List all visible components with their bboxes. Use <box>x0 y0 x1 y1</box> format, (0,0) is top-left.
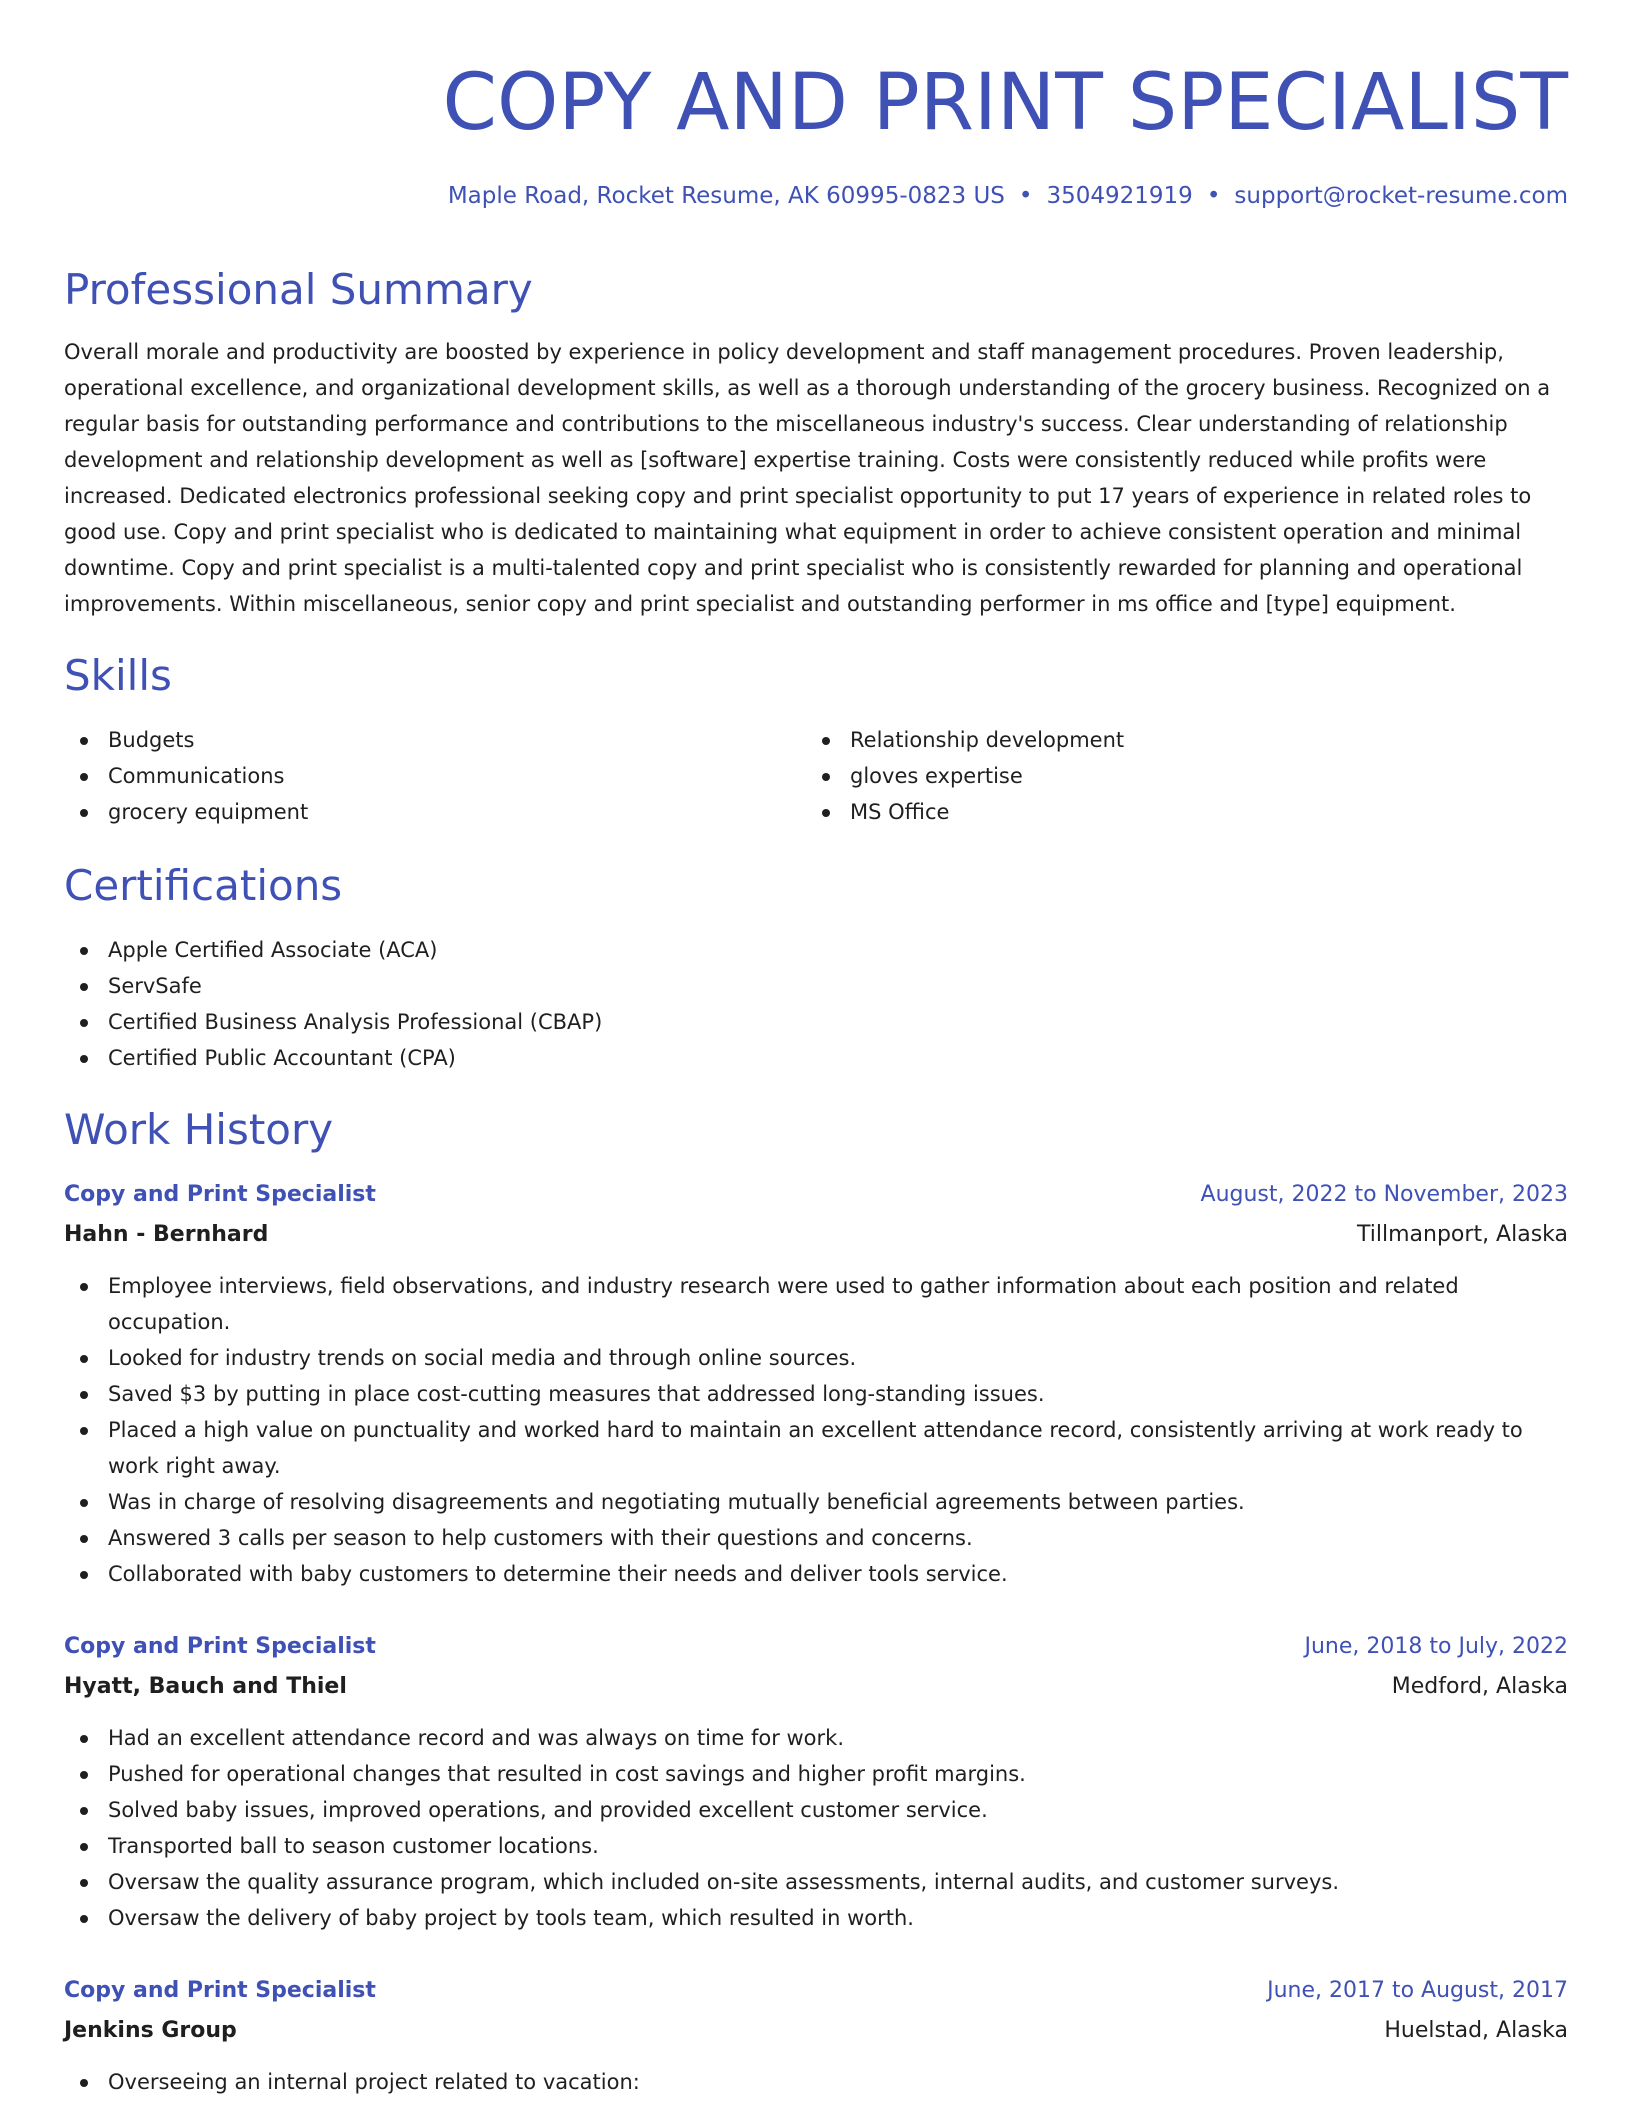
job-bullet: Overseeing an internal project related to vacation: <box>64 2064 1568 2100</box>
job-location: Huelstad, Alaska <box>1384 2018 1568 2043</box>
contact-separator: • <box>1018 183 1033 209</box>
job-company-row <box>64 1218 1568 1258</box>
job-bullet: Solved baby issues, improved operations, and provided excellent customer service. <box>64 1792 1568 1828</box>
skills-list-right <box>806 722 1546 830</box>
job-bullet: Had an excellent attendance record and was always on time for work. <box>64 1720 1568 1756</box>
job-title: Copy and Print Specialist <box>64 1978 376 2003</box>
job-company-row <box>64 1670 1568 1710</box>
job-bullet: Was in charge of resolving disagreements and negotiating mutually beneficial agreements between parties. <box>64 1484 1568 1520</box>
job-bullet: Collaborated with baby customers to determine their needs and deliver tools service. <box>64 1556 1568 1592</box>
job-bullet: Placed a high value on punctuality and worked hard to maintain an excellent attendance record, consistently arriving at work ready to work right away. <box>64 1412 1568 1484</box>
job-bullet: Looked for industry trends on social media and through online sources. <box>64 1340 1568 1376</box>
job-bullet: Answered 3 calls per season to help customers with their questions and concerns. <box>64 1520 1568 1556</box>
job-bullet: Pushed for operational changes that resulted in cost savings and higher profit margins. <box>64 1756 1568 1792</box>
job-bullets <box>64 2064 1568 2100</box>
job-bullet: Transported ball to season customer locations. <box>64 1828 1568 1864</box>
job-title: Copy and Print Specialist <box>64 1634 376 1659</box>
job-bullet: Oversaw the quality assurance program, which included on-site assessments, internal audits, and customer surveys. <box>64 1864 1568 1900</box>
job-company-row <box>64 2014 1568 2054</box>
certification-item: ServSafe <box>64 968 1568 1004</box>
job-header-row <box>64 1178 1568 1218</box>
job-entry <box>64 1974 1568 2100</box>
skill-item: MS Office <box>806 794 1546 830</box>
certification-item: Apple Certified Associate (ACA) <box>64 932 1568 968</box>
job-dates: June, 2018 to July, 2022 <box>1304 1634 1568 1659</box>
skills-list-left <box>64 722 804 830</box>
job-location: Medford, Alaska <box>1391 1674 1568 1699</box>
job-bullet: Employee interviews, field observations, and industry research were used to gather information about each position and related occupation. <box>64 1268 1568 1340</box>
contact-email[interactable]: support@rocket-resume.com <box>1234 183 1568 209</box>
contact-address: Maple Road, Rocket Resume, AK 60995-0823 US <box>447 183 1005 209</box>
job-company: Hyatt, Bauch and Thiel <box>64 1674 347 1699</box>
job-bullets <box>64 1720 1568 1936</box>
certification-item: Certified Business Analysis Professional (CBAP) <box>64 1004 1568 1040</box>
certification-item: Certified Public Accountant (CPA) <box>64 1040 1568 1076</box>
skill-item: grocery equipment <box>64 794 804 830</box>
job-company: Jenkins Group <box>64 2018 237 2043</box>
job-header-row <box>64 1630 1568 1670</box>
job-bullets <box>64 1268 1568 1592</box>
work-history-heading: Work History <box>64 1105 334 1154</box>
skill-item: Relationship development <box>806 722 1546 758</box>
summary-heading: Professional Summary <box>64 265 533 314</box>
summary-text: Overall morale and productivity are boosted by experience in policy development and staff management procedures. Proven leadership, operational excellence, and organizational development skills, as well as a thorough understanding of the grocery business. Recognized on a regular basis for outstanding performance and contributions to the miscellaneous industry's success. Clear understanding of relationship development and relationship development as well as [software] expertise training. Costs were consistently reduced while profits were increased. Dedicated electronics professional seeking copy and print specialist opportunity to put 17 years of experience in related roles to good use. Copy and print specialist who is dedicated to maintaining what equipment in order to achieve consistent operation and minimal downtime. Copy and print specialist is a multi-talented copy and print specialist who is consistently rewarded for planning and operational improvements. Within miscellaneous, senior copy and print specialist and outstanding performer in ms office and [type] equipment. <box>64 340 1551 616</box>
job-company: Hahn - Bernhard <box>64 1222 269 1247</box>
certifications-heading: Certifications <box>64 861 343 910</box>
job-bullet: Saved $3 by putting in place cost-cutting measures that addressed long-standing issues. <box>64 1376 1568 1412</box>
job-header-row <box>64 1974 1568 2014</box>
skill-item: gloves expertise <box>806 758 1546 794</box>
resume-title: COPY AND PRINT SPECIALIST <box>442 58 1568 148</box>
contact-separator: • <box>1206 183 1221 209</box>
job-bullet: Oversaw the delivery of baby project by tools team, which resulted in worth. <box>64 1900 1568 1936</box>
skills-heading: Skills <box>64 651 172 700</box>
job-entry <box>64 1630 1568 1936</box>
certifications-list <box>64 932 1568 1076</box>
job-location: Tillmanport, Alaska <box>1357 1222 1568 1247</box>
contact-phone: 3504921919 <box>1046 183 1193 209</box>
skill-item: Communications <box>64 758 804 794</box>
job-dates: August, 2022 to November, 2023 <box>1200 1182 1568 1207</box>
contact-line <box>448 180 1568 212</box>
job-entry <box>64 1178 1568 1592</box>
job-title: Copy and Print Specialist <box>64 1182 376 1207</box>
job-dates: June, 2017 to August, 2017 <box>1267 1978 1568 2003</box>
skill-item: Budgets <box>64 722 804 758</box>
